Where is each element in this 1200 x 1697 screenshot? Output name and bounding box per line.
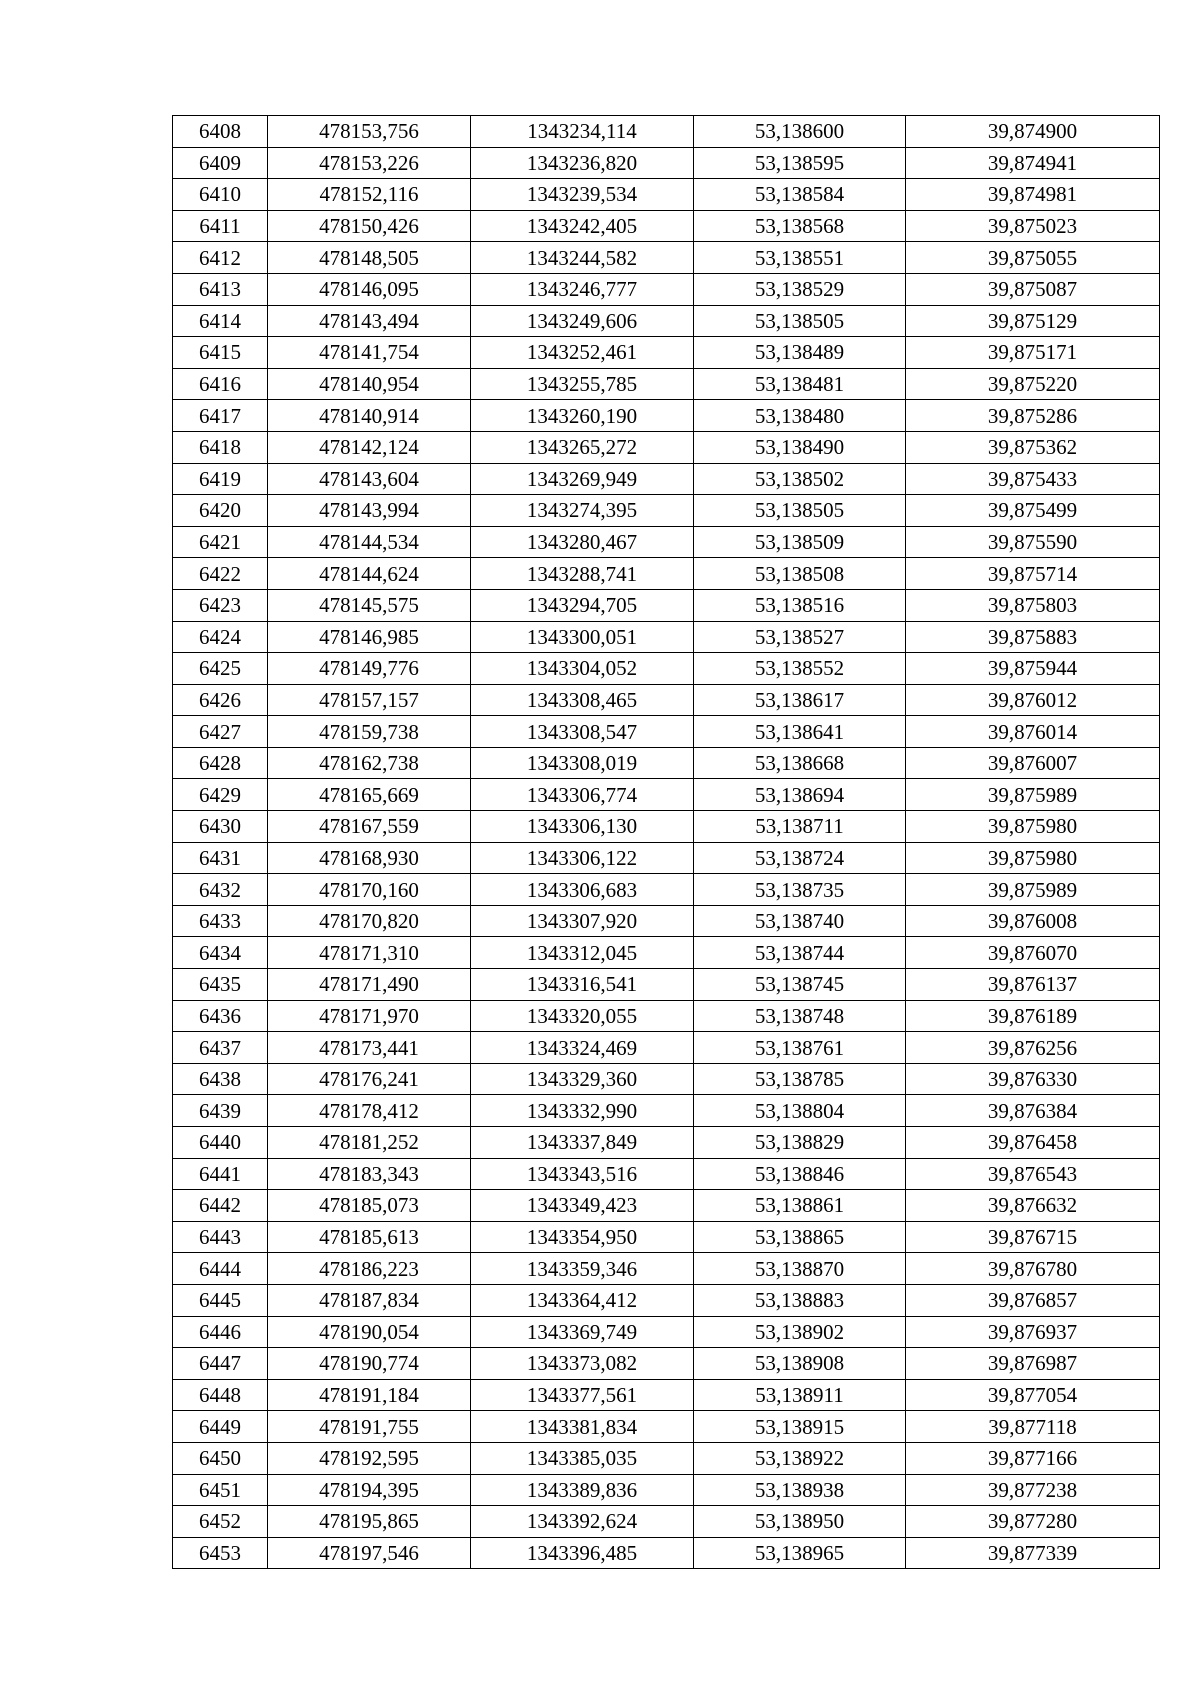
table-row xyxy=(173,431,1160,463)
x-coordinate-cell: 478171,310 xyxy=(268,937,471,969)
point-number-cell: 6446 xyxy=(173,1316,268,1348)
table-row xyxy=(173,1537,1160,1569)
table-row xyxy=(173,242,1160,274)
y-coordinate-cell: 1343255,785 xyxy=(471,368,694,400)
y-coordinate-cell: 1343359,346 xyxy=(471,1253,694,1285)
longitude-cell: 39,876937 xyxy=(906,1316,1160,1348)
longitude-cell: 39,876070 xyxy=(906,937,1160,969)
x-coordinate-cell: 478167,559 xyxy=(268,811,471,843)
y-coordinate-cell: 1343377,561 xyxy=(471,1379,694,1411)
x-coordinate-cell: 478186,223 xyxy=(268,1253,471,1285)
y-coordinate-cell: 1343369,749 xyxy=(471,1316,694,1348)
table-row xyxy=(173,874,1160,906)
x-coordinate-cell: 478170,160 xyxy=(268,874,471,906)
point-number-cell: 6414 xyxy=(173,305,268,337)
point-number-cell: 6428 xyxy=(173,747,268,779)
x-coordinate-cell: 478197,546 xyxy=(268,1537,471,1569)
latitude-cell: 53,138915 xyxy=(694,1411,906,1443)
longitude-cell: 39,876632 xyxy=(906,1190,1160,1222)
x-coordinate-cell: 478190,054 xyxy=(268,1316,471,1348)
x-coordinate-cell: 478187,834 xyxy=(268,1284,471,1316)
latitude-cell: 53,138508 xyxy=(694,558,906,590)
latitude-cell: 53,138965 xyxy=(694,1537,906,1569)
point-number-cell: 6440 xyxy=(173,1127,268,1159)
y-coordinate-cell: 1343320,055 xyxy=(471,1000,694,1032)
longitude-cell: 39,876384 xyxy=(906,1095,1160,1127)
latitude-cell: 53,138617 xyxy=(694,684,906,716)
longitude-cell: 39,877118 xyxy=(906,1411,1160,1443)
latitude-cell: 53,138480 xyxy=(694,400,906,432)
x-coordinate-cell: 478191,184 xyxy=(268,1379,471,1411)
latitude-cell: 53,138509 xyxy=(694,526,906,558)
table-row xyxy=(173,1348,1160,1380)
latitude-cell: 53,138595 xyxy=(694,147,906,179)
longitude-cell: 39,875220 xyxy=(906,368,1160,400)
table-row xyxy=(173,684,1160,716)
latitude-cell: 53,138922 xyxy=(694,1442,906,1474)
x-coordinate-cell: 478190,774 xyxy=(268,1348,471,1380)
longitude-cell: 39,875171 xyxy=(906,337,1160,369)
latitude-cell: 53,138527 xyxy=(694,621,906,653)
y-coordinate-cell: 1343396,485 xyxy=(471,1537,694,1569)
latitude-cell: 53,138551 xyxy=(694,242,906,274)
y-coordinate-cell: 1343316,541 xyxy=(471,969,694,1001)
x-coordinate-cell: 478168,930 xyxy=(268,842,471,874)
longitude-cell: 39,875989 xyxy=(906,874,1160,906)
y-coordinate-cell: 1343234,114 xyxy=(471,116,694,148)
point-number-cell: 6427 xyxy=(173,716,268,748)
table-row xyxy=(173,621,1160,653)
table-row xyxy=(173,811,1160,843)
longitude-cell: 39,876857 xyxy=(906,1284,1160,1316)
point-number-cell: 6436 xyxy=(173,1000,268,1032)
y-coordinate-cell: 1343306,122 xyxy=(471,842,694,874)
table-row xyxy=(173,1506,1160,1538)
y-coordinate-cell: 1343332,990 xyxy=(471,1095,694,1127)
point-number-cell: 6411 xyxy=(173,210,268,242)
table-row xyxy=(173,526,1160,558)
y-coordinate-cell: 1343329,360 xyxy=(471,1063,694,1095)
point-number-cell: 6429 xyxy=(173,779,268,811)
y-coordinate-cell: 1343308,547 xyxy=(471,716,694,748)
x-coordinate-cell: 478171,970 xyxy=(268,1000,471,1032)
coordinates-table-body xyxy=(173,116,1160,1569)
point-number-cell: 6423 xyxy=(173,589,268,621)
point-number-cell: 6431 xyxy=(173,842,268,874)
y-coordinate-cell: 1343308,465 xyxy=(471,684,694,716)
point-number-cell: 6424 xyxy=(173,621,268,653)
y-coordinate-cell: 1343306,683 xyxy=(471,874,694,906)
x-coordinate-cell: 478185,613 xyxy=(268,1221,471,1253)
longitude-cell: 39,877339 xyxy=(906,1537,1160,1569)
longitude-cell: 39,875055 xyxy=(906,242,1160,274)
longitude-cell: 39,876330 xyxy=(906,1063,1160,1095)
table-row xyxy=(173,273,1160,305)
table-row xyxy=(173,179,1160,211)
point-number-cell: 6422 xyxy=(173,558,268,590)
table-row xyxy=(173,1063,1160,1095)
table-row xyxy=(173,937,1160,969)
longitude-cell: 39,875286 xyxy=(906,400,1160,432)
y-coordinate-cell: 1343392,624 xyxy=(471,1506,694,1538)
coordinates-table xyxy=(172,115,1160,1569)
y-coordinate-cell: 1343354,950 xyxy=(471,1221,694,1253)
table-row xyxy=(173,368,1160,400)
latitude-cell: 53,138950 xyxy=(694,1506,906,1538)
point-number-cell: 6416 xyxy=(173,368,268,400)
x-coordinate-cell: 478185,073 xyxy=(268,1190,471,1222)
y-coordinate-cell: 1343300,051 xyxy=(471,621,694,653)
y-coordinate-cell: 1343239,534 xyxy=(471,179,694,211)
y-coordinate-cell: 1343288,741 xyxy=(471,558,694,590)
point-number-cell: 6449 xyxy=(173,1411,268,1443)
point-number-cell: 6442 xyxy=(173,1190,268,1222)
table-row xyxy=(173,1284,1160,1316)
point-number-cell: 6425 xyxy=(173,653,268,685)
longitude-cell: 39,875362 xyxy=(906,431,1160,463)
longitude-cell: 39,876543 xyxy=(906,1158,1160,1190)
point-number-cell: 6433 xyxy=(173,905,268,937)
point-number-cell: 6412 xyxy=(173,242,268,274)
latitude-cell: 53,138600 xyxy=(694,116,906,148)
y-coordinate-cell: 1343294,705 xyxy=(471,589,694,621)
longitude-cell: 39,876007 xyxy=(906,747,1160,779)
latitude-cell: 53,138724 xyxy=(694,842,906,874)
point-number-cell: 6452 xyxy=(173,1506,268,1538)
latitude-cell: 53,138584 xyxy=(694,179,906,211)
longitude-cell: 39,877054 xyxy=(906,1379,1160,1411)
longitude-cell: 39,874981 xyxy=(906,179,1160,211)
latitude-cell: 53,138761 xyxy=(694,1032,906,1064)
table-row xyxy=(173,1442,1160,1474)
table-row xyxy=(173,842,1160,874)
point-number-cell: 6444 xyxy=(173,1253,268,1285)
latitude-cell: 53,138846 xyxy=(694,1158,906,1190)
y-coordinate-cell: 1343373,082 xyxy=(471,1348,694,1380)
latitude-cell: 53,138902 xyxy=(694,1316,906,1348)
latitude-cell: 53,138748 xyxy=(694,1000,906,1032)
latitude-cell: 53,138865 xyxy=(694,1221,906,1253)
point-number-cell: 6434 xyxy=(173,937,268,969)
longitude-cell: 39,876137 xyxy=(906,969,1160,1001)
latitude-cell: 53,138735 xyxy=(694,874,906,906)
latitude-cell: 53,138490 xyxy=(694,431,906,463)
latitude-cell: 53,138740 xyxy=(694,905,906,937)
longitude-cell: 39,877238 xyxy=(906,1474,1160,1506)
longitude-cell: 39,875499 xyxy=(906,495,1160,527)
x-coordinate-cell: 478170,820 xyxy=(268,905,471,937)
latitude-cell: 53,138529 xyxy=(694,273,906,305)
longitude-cell: 39,876014 xyxy=(906,716,1160,748)
table-row xyxy=(173,589,1160,621)
y-coordinate-cell: 1343260,190 xyxy=(471,400,694,432)
point-number-cell: 6426 xyxy=(173,684,268,716)
table-row xyxy=(173,558,1160,590)
x-coordinate-cell: 478142,124 xyxy=(268,431,471,463)
y-coordinate-cell: 1343280,467 xyxy=(471,526,694,558)
x-coordinate-cell: 478145,575 xyxy=(268,589,471,621)
point-number-cell: 6410 xyxy=(173,179,268,211)
point-number-cell: 6432 xyxy=(173,874,268,906)
y-coordinate-cell: 1343242,405 xyxy=(471,210,694,242)
point-number-cell: 6448 xyxy=(173,1379,268,1411)
point-number-cell: 6438 xyxy=(173,1063,268,1095)
longitude-cell: 39,875714 xyxy=(906,558,1160,590)
point-number-cell: 6418 xyxy=(173,431,268,463)
table-row xyxy=(173,1221,1160,1253)
y-coordinate-cell: 1343265,272 xyxy=(471,431,694,463)
longitude-cell: 39,876458 xyxy=(906,1127,1160,1159)
table-row xyxy=(173,495,1160,527)
table-row xyxy=(173,779,1160,811)
table-row xyxy=(173,147,1160,179)
y-coordinate-cell: 1343246,777 xyxy=(471,273,694,305)
table-row xyxy=(173,305,1160,337)
latitude-cell: 53,138870 xyxy=(694,1253,906,1285)
latitude-cell: 53,138505 xyxy=(694,495,906,527)
point-number-cell: 6415 xyxy=(173,337,268,369)
longitude-cell: 39,877280 xyxy=(906,1506,1160,1538)
table-row xyxy=(173,653,1160,685)
y-coordinate-cell: 1343389,836 xyxy=(471,1474,694,1506)
y-coordinate-cell: 1343324,469 xyxy=(471,1032,694,1064)
x-coordinate-cell: 478173,441 xyxy=(268,1032,471,1064)
x-coordinate-cell: 478146,095 xyxy=(268,273,471,305)
latitude-cell: 53,138745 xyxy=(694,969,906,1001)
latitude-cell: 53,138785 xyxy=(694,1063,906,1095)
latitude-cell: 53,138911 xyxy=(694,1379,906,1411)
y-coordinate-cell: 1343269,949 xyxy=(471,463,694,495)
y-coordinate-cell: 1343252,461 xyxy=(471,337,694,369)
x-coordinate-cell: 478171,490 xyxy=(268,969,471,1001)
y-coordinate-cell: 1343306,774 xyxy=(471,779,694,811)
latitude-cell: 53,138505 xyxy=(694,305,906,337)
point-number-cell: 6439 xyxy=(173,1095,268,1127)
table-row xyxy=(173,400,1160,432)
longitude-cell: 39,876715 xyxy=(906,1221,1160,1253)
latitude-cell: 53,138568 xyxy=(694,210,906,242)
longitude-cell: 39,876987 xyxy=(906,1348,1160,1380)
point-number-cell: 6445 xyxy=(173,1284,268,1316)
y-coordinate-cell: 1343249,606 xyxy=(471,305,694,337)
x-coordinate-cell: 478153,756 xyxy=(268,116,471,148)
longitude-cell: 39,876256 xyxy=(906,1032,1160,1064)
latitude-cell: 53,138938 xyxy=(694,1474,906,1506)
point-number-cell: 6417 xyxy=(173,400,268,432)
longitude-cell: 39,876780 xyxy=(906,1253,1160,1285)
longitude-cell: 39,875989 xyxy=(906,779,1160,811)
y-coordinate-cell: 1343364,412 xyxy=(471,1284,694,1316)
point-number-cell: 6421 xyxy=(173,526,268,558)
point-number-cell: 6408 xyxy=(173,116,268,148)
table-row xyxy=(173,1474,1160,1506)
y-coordinate-cell: 1343244,582 xyxy=(471,242,694,274)
table-row xyxy=(173,1411,1160,1443)
longitude-cell: 39,874900 xyxy=(906,116,1160,148)
x-coordinate-cell: 478141,754 xyxy=(268,337,471,369)
x-coordinate-cell: 478195,865 xyxy=(268,1506,471,1538)
x-coordinate-cell: 478143,604 xyxy=(268,463,471,495)
table-row xyxy=(173,1095,1160,1127)
x-coordinate-cell: 478183,343 xyxy=(268,1158,471,1190)
y-coordinate-cell: 1343312,045 xyxy=(471,937,694,969)
latitude-cell: 53,138516 xyxy=(694,589,906,621)
point-number-cell: 6419 xyxy=(173,463,268,495)
latitude-cell: 53,138668 xyxy=(694,747,906,779)
x-coordinate-cell: 478140,914 xyxy=(268,400,471,432)
x-coordinate-cell: 478178,412 xyxy=(268,1095,471,1127)
longitude-cell: 39,874941 xyxy=(906,147,1160,179)
longitude-cell: 39,875980 xyxy=(906,842,1160,874)
x-coordinate-cell: 478144,534 xyxy=(268,526,471,558)
y-coordinate-cell: 1343274,395 xyxy=(471,495,694,527)
x-coordinate-cell: 478176,241 xyxy=(268,1063,471,1095)
longitude-cell: 39,875023 xyxy=(906,210,1160,242)
longitude-cell: 39,876012 xyxy=(906,684,1160,716)
table-row xyxy=(173,116,1160,148)
point-number-cell: 6420 xyxy=(173,495,268,527)
y-coordinate-cell: 1343304,052 xyxy=(471,653,694,685)
table-row xyxy=(173,1127,1160,1159)
point-number-cell: 6437 xyxy=(173,1032,268,1064)
y-coordinate-cell: 1343307,920 xyxy=(471,905,694,937)
table-row xyxy=(173,747,1160,779)
table-row xyxy=(173,716,1160,748)
longitude-cell: 39,875803 xyxy=(906,589,1160,621)
point-number-cell: 6443 xyxy=(173,1221,268,1253)
x-coordinate-cell: 478153,226 xyxy=(268,147,471,179)
x-coordinate-cell: 478140,954 xyxy=(268,368,471,400)
latitude-cell: 53,138883 xyxy=(694,1284,906,1316)
point-number-cell: 6441 xyxy=(173,1158,268,1190)
x-coordinate-cell: 478150,426 xyxy=(268,210,471,242)
x-coordinate-cell: 478192,595 xyxy=(268,1442,471,1474)
longitude-cell: 39,876008 xyxy=(906,905,1160,937)
table-row xyxy=(173,1253,1160,1285)
y-coordinate-cell: 1343308,019 xyxy=(471,747,694,779)
point-number-cell: 6430 xyxy=(173,811,268,843)
y-coordinate-cell: 1343236,820 xyxy=(471,147,694,179)
x-coordinate-cell: 478146,985 xyxy=(268,621,471,653)
table-row xyxy=(173,1316,1160,1348)
latitude-cell: 53,138744 xyxy=(694,937,906,969)
latitude-cell: 53,138829 xyxy=(694,1127,906,1159)
table-row xyxy=(173,1379,1160,1411)
x-coordinate-cell: 478162,738 xyxy=(268,747,471,779)
x-coordinate-cell: 478165,669 xyxy=(268,779,471,811)
x-coordinate-cell: 478194,395 xyxy=(268,1474,471,1506)
x-coordinate-cell: 478148,505 xyxy=(268,242,471,274)
point-number-cell: 6450 xyxy=(173,1442,268,1474)
longitude-cell: 39,875087 xyxy=(906,273,1160,305)
table-row xyxy=(173,1158,1160,1190)
x-coordinate-cell: 478159,738 xyxy=(268,716,471,748)
longitude-cell: 39,875980 xyxy=(906,811,1160,843)
longitude-cell: 39,875883 xyxy=(906,621,1160,653)
point-number-cell: 6453 xyxy=(173,1537,268,1569)
y-coordinate-cell: 1343337,849 xyxy=(471,1127,694,1159)
latitude-cell: 53,138502 xyxy=(694,463,906,495)
table-row xyxy=(173,905,1160,937)
latitude-cell: 53,138481 xyxy=(694,368,906,400)
table-row xyxy=(173,1190,1160,1222)
x-coordinate-cell: 478143,494 xyxy=(268,305,471,337)
longitude-cell: 39,877166 xyxy=(906,1442,1160,1474)
table-row xyxy=(173,1032,1160,1064)
latitude-cell: 53,138804 xyxy=(694,1095,906,1127)
x-coordinate-cell: 478191,755 xyxy=(268,1411,471,1443)
x-coordinate-cell: 478144,624 xyxy=(268,558,471,590)
point-number-cell: 6413 xyxy=(173,273,268,305)
longitude-cell: 39,875590 xyxy=(906,526,1160,558)
latitude-cell: 53,138908 xyxy=(694,1348,906,1380)
table-row xyxy=(173,210,1160,242)
y-coordinate-cell: 1343349,423 xyxy=(471,1190,694,1222)
latitude-cell: 53,138694 xyxy=(694,779,906,811)
x-coordinate-cell: 478181,252 xyxy=(268,1127,471,1159)
longitude-cell: 39,875129 xyxy=(906,305,1160,337)
x-coordinate-cell: 478149,776 xyxy=(268,653,471,685)
point-number-cell: 6451 xyxy=(173,1474,268,1506)
point-number-cell: 6435 xyxy=(173,969,268,1001)
longitude-cell: 39,875433 xyxy=(906,463,1160,495)
y-coordinate-cell: 1343381,834 xyxy=(471,1411,694,1443)
point-number-cell: 6409 xyxy=(173,147,268,179)
x-coordinate-cell: 478143,994 xyxy=(268,495,471,527)
point-number-cell: 6447 xyxy=(173,1348,268,1380)
latitude-cell: 53,138489 xyxy=(694,337,906,369)
latitude-cell: 53,138552 xyxy=(694,653,906,685)
longitude-cell: 39,876189 xyxy=(906,1000,1160,1032)
latitude-cell: 53,138641 xyxy=(694,716,906,748)
latitude-cell: 53,138861 xyxy=(694,1190,906,1222)
y-coordinate-cell: 1343343,516 xyxy=(471,1158,694,1190)
y-coordinate-cell: 1343385,035 xyxy=(471,1442,694,1474)
table-row xyxy=(173,969,1160,1001)
longitude-cell: 39,875944 xyxy=(906,653,1160,685)
x-coordinate-cell: 478152,116 xyxy=(268,179,471,211)
table-row xyxy=(173,1000,1160,1032)
x-coordinate-cell: 478157,157 xyxy=(268,684,471,716)
table-row xyxy=(173,463,1160,495)
latitude-cell: 53,138711 xyxy=(694,811,906,843)
table-row xyxy=(173,337,1160,369)
y-coordinate-cell: 1343306,130 xyxy=(471,811,694,843)
